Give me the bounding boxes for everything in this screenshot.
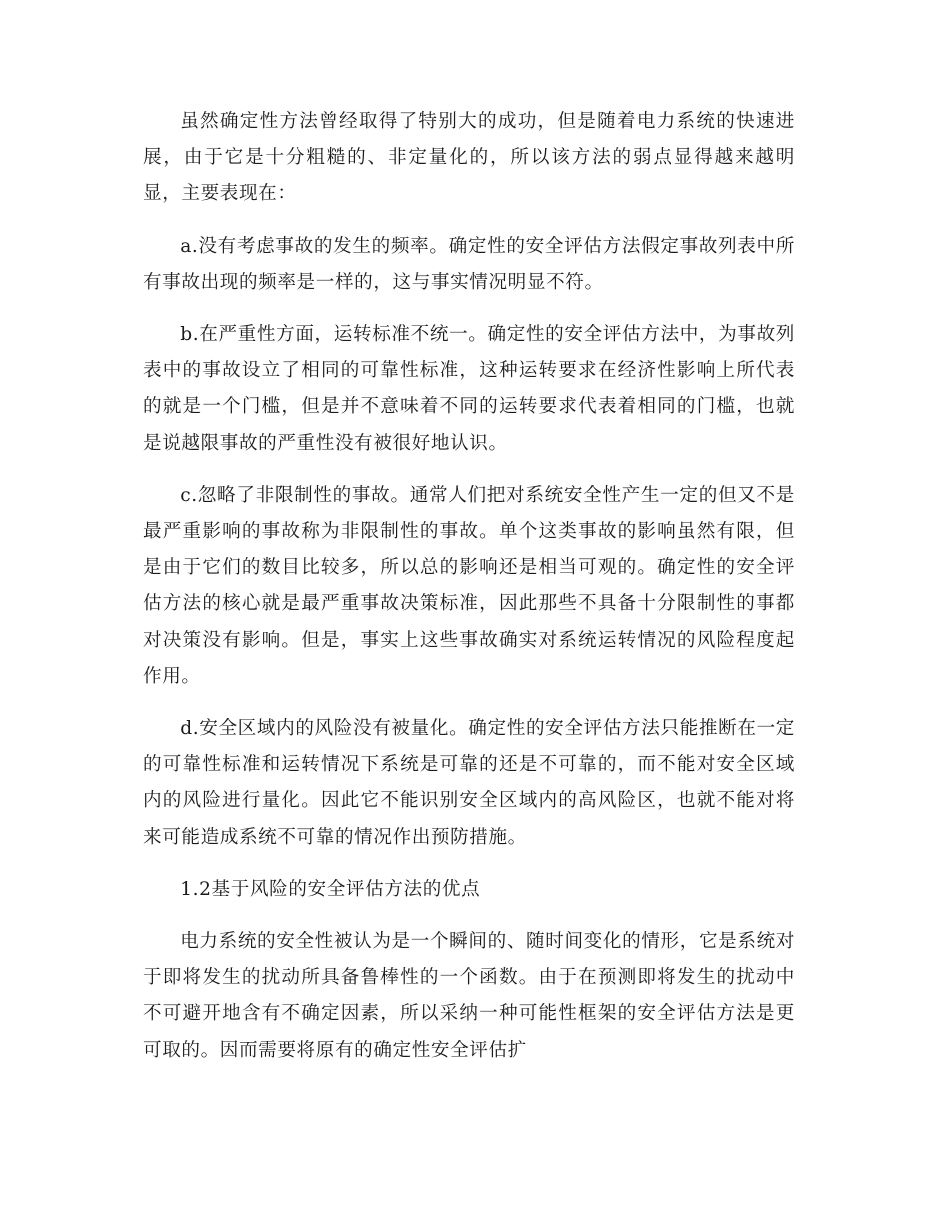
section-heading: 1.2基于风险的安全评估方法的优点 bbox=[180, 878, 481, 900]
paragraph-intro: 虽然确定性方法曾经取得了特别大的成功，但是随着电力系统的快速进展，由于它是十分粗糙的、非定量化的，所以该方法的弱点显得越来越明显，主要表现在： bbox=[143, 111, 795, 205]
paragraph-item-a: a.没有考虑事故的发生的频率。确定性的安全评估方法假定事故列表中所有事故出现的频率是一样的，这与事实情况明显不符。 bbox=[143, 235, 795, 293]
paragraph-item-b: b.在严重性方面，运转标准不统一。确定性的安全评估方法中，为事故列表中的事故设立了相同的可靠性标准，这种运转要求在经济性影响上所代表的就是一个门槛，但是并不意味着不同的运转要求代表着相同的门槛，也就是说越限事故的严重性没有被很好地认识。 bbox=[143, 324, 795, 454]
document-page bbox=[143, 104, 795, 1085]
paragraph-final: 电力系统的安全性被认为是一个瞬间的、随时间变化的情形，它是系统对于即将发生的扰动所具备鲁棒性的一个函数。由于在预测即将发生的扰动中不可避开地含有不确定因素，所以采纳一种可能性框架的安全评估方法是更可取的。因而需要将原有的确定性安全评估扩 bbox=[143, 931, 795, 1061]
paragraph-item-c: c.忽略了非限制性的事故。通常人们把对系统安全性产生一定的但又不是最严重影响的事故称为非限制性的事故。单个这类事故的影响虽然有限，但是由于它们的数目比较多，所以总的影响还是相当可观的。确定性的安全评估方法的核心就是最严重事故决策标准，因此那些不具备十分限制性的事都对决策没有影响。但是，事实上这些事故确实对系统运转情况的风险程度起作用。 bbox=[143, 484, 795, 687]
paragraph-item-d: d.安全区域内的风险没有被量化。确定性的安全评估方法只能推断在一定的可靠性标准和运转情况下系统是可靠的还是不可靠的，而不能对安全区域内的风险进行量化。因此它不能识别安全区域内的高风险区，也就不能对将来可能造成系统不可靠的情况作出预防措施。 bbox=[143, 718, 795, 848]
